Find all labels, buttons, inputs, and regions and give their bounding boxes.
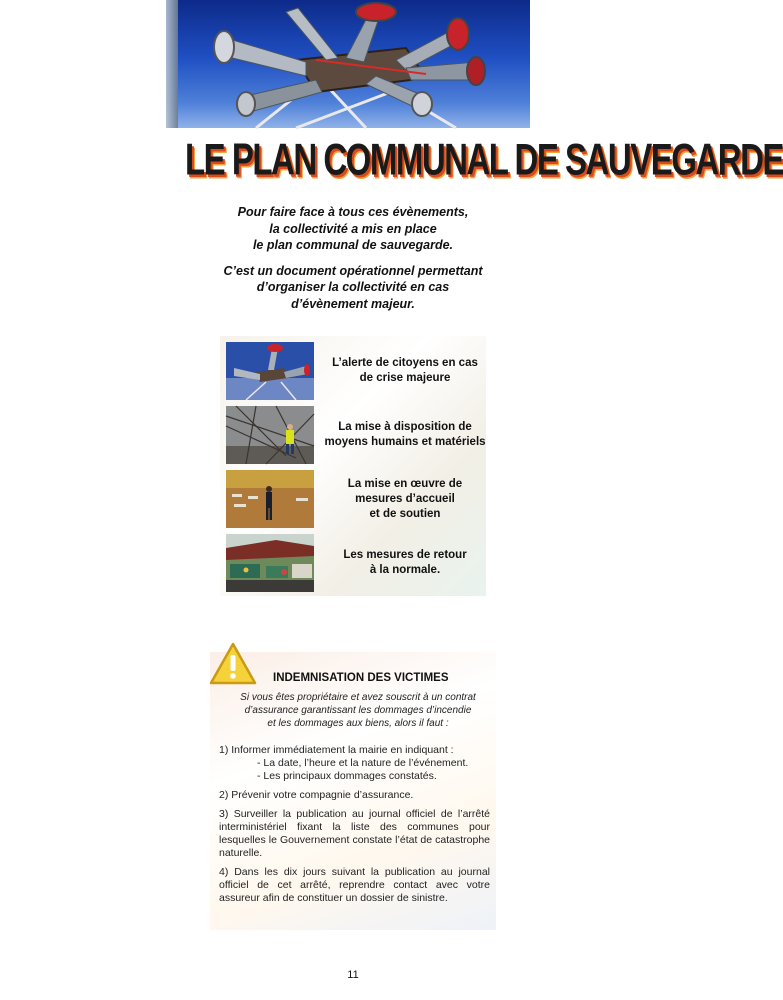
measure-label: [324, 534, 486, 592]
step-1: [219, 744, 490, 783]
intro-line: C’est un document opérationnel permettant: [223, 263, 483, 278]
intro-line: la collectivité a mis en place: [269, 221, 437, 236]
step-1-sub-item: - La date, l’heure et la nature de l’événement.: [257, 757, 469, 769]
measure-line: à la normale.: [369, 564, 441, 576]
intro-line: le plan communal de sauvegarde.: [252, 238, 454, 252]
measure-line: La mise en œuvre de: [347, 477, 463, 490]
measure-line: moyens humains et matériels: [324, 436, 486, 448]
measure-item-alert: [226, 342, 486, 400]
hero-pole: [166, 0, 178, 128]
step-1-text: 1) Informer immédiatement la mairie en indiquant :: [219, 744, 454, 756]
measure-line: Les mesures de retour: [343, 549, 467, 561]
indemnisation-intro: [226, 691, 490, 730]
measure-line: de crise majeure: [359, 372, 451, 384]
step-1-sub-item: - Les principaux dommages constatés.: [257, 770, 437, 782]
intro-paragraph-2: [190, 263, 516, 313]
indemnisation-steps: [219, 744, 490, 911]
intro-paragraph-1: [190, 204, 516, 254]
measure-item-means: [226, 406, 486, 464]
step-4: 4) Dans les dix jours suivant la publication au journal officiel de cet arrêté, reprendre contact avec votre assureur afin de constituer un dossier de sinistre.: [219, 866, 490, 904]
gymnasium-shelter-icon: [226, 470, 314, 528]
page-title-text: LE PLAN COMMUNAL DE SAUVEGARDE: [185, 134, 783, 184]
page-number: 11: [347, 969, 359, 981]
step-3: 3) Surveiller la publication au journal officiel de l’arrêté interministériel fixant la liste des communes pour lesquelles le Gouvernement constate l’état de catastrophe naturelle.: [219, 808, 490, 859]
market-stalls-icon: [226, 534, 314, 592]
measure-line: et de soutien: [369, 507, 441, 520]
indemnisation-intro-line: Si vous êtes propriétaire et avez souscrit à un contrat: [240, 692, 476, 703]
page-title: [185, 134, 783, 184]
measure-line: La mise à disposition de: [338, 421, 472, 433]
measure-line: L’alerte de citoyens en cas: [332, 357, 478, 369]
intro-line: d’organiser la collectivité en cas: [256, 280, 450, 294]
siren-loudspeakers-icon: [166, 0, 530, 128]
measure-label: [324, 406, 486, 464]
indemnisation-intro-line: et les dommages aux biens, alors il faut :: [267, 718, 449, 729]
siren-icon: [226, 342, 314, 400]
intro-line: d’évènement majeur.: [291, 296, 415, 311]
measure-line: mesures d’accueil: [355, 492, 455, 505]
intro-text: [190, 204, 516, 321]
measure-label: [324, 470, 486, 528]
intro-line: Pour faire face à tous ces évènements,: [237, 205, 469, 219]
indemnisation-title: INDEMNISATION DES VICTIMES: [273, 672, 449, 684]
measures-panel: [220, 336, 486, 596]
worker-fallen-tree-icon: [226, 406, 314, 464]
measure-label: [324, 342, 486, 400]
indemnisation-intro-line: d’assurance garantissant les dommages d’incendie: [244, 705, 472, 716]
warning-triangle-icon: [208, 641, 258, 687]
measure-item-shelter: [226, 470, 486, 528]
hero-siren-photo: [166, 0, 530, 128]
measure-item-return: [226, 534, 486, 592]
step-2: 2) Prévenir votre compagnie d’assurance.: [219, 789, 414, 801]
